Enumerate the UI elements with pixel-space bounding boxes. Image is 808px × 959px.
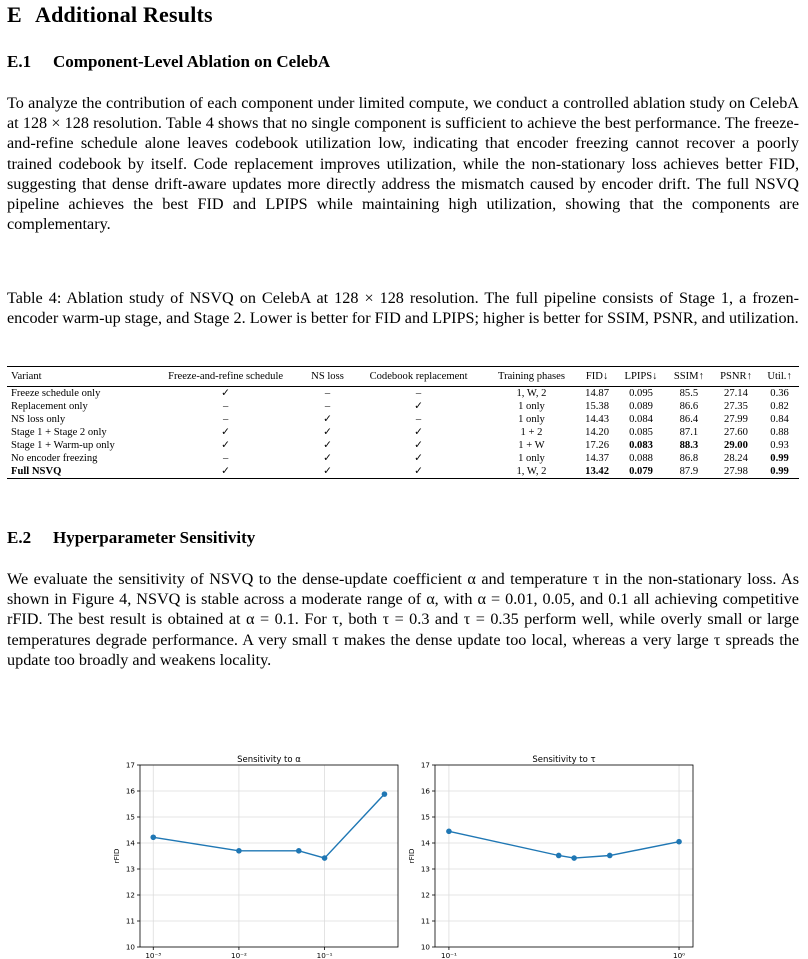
table-header-cell: Variant (11, 371, 42, 382)
table-header-cell: Training phases (497, 371, 565, 382)
y-tick-label: 14 (125, 838, 135, 848)
table-cell: 0.085 (629, 427, 653, 438)
x-tick-label: 10⁻² (231, 951, 247, 959)
table-cell: ✓ (414, 427, 423, 438)
table-row (7, 439, 799, 452)
table-cell: 0.99 (770, 453, 789, 464)
ablation-table (7, 366, 799, 479)
table-cell: 27.14 (724, 388, 748, 399)
subsection-title: Component-Level Ablation on CelebA (53, 52, 331, 71)
table-cell: 86.8 (679, 453, 699, 464)
table-cell: ✓ (414, 401, 423, 412)
y-tick-label: 14 (420, 838, 430, 848)
table-row (7, 387, 799, 401)
subsection-heading-e2 (7, 528, 255, 548)
table-cell: ✓ (414, 453, 423, 464)
table-cell: 1 only (518, 453, 545, 464)
table-cell: 87.1 (679, 427, 699, 438)
data-point (676, 839, 682, 845)
table-cell: ✓ (414, 440, 423, 451)
table-header-cell: SSIM↑ (673, 371, 704, 382)
table-cell: – (415, 414, 422, 425)
table-cell: 1, W, 2 (516, 388, 547, 399)
plot-frame (140, 765, 398, 947)
y-tick-label: 10 (125, 942, 135, 952)
y-tick-label: 17 (420, 760, 430, 770)
y-tick-label: 17 (125, 760, 135, 770)
y-tick-label: 13 (125, 864, 135, 874)
table-cell: 28.24 (724, 453, 748, 464)
table-cell: ✓ (323, 414, 332, 425)
section-number: E (7, 2, 22, 27)
series-line (449, 831, 679, 858)
chart-title: Sensitivity to α (237, 755, 301, 765)
y-tick-label: 16 (420, 786, 430, 796)
data-point (607, 853, 613, 859)
table-row (7, 465, 799, 479)
table-cell: – (222, 414, 229, 425)
x-tick-label: 10⁻¹ (441, 951, 457, 959)
table-cell: – (415, 388, 422, 399)
y-tick-label: 16 (125, 786, 135, 796)
table-cell: 27.35 (724, 401, 748, 412)
table-row (7, 413, 799, 426)
paragraph-ablation: To analyze the contribution of each component under limited compute, we conduct a controlled ablation study on CelebA at 128 × 128 resolution. Table 4 shows that no single component is sufficient to achieve the best performance. The freeze-and-refine schedule alone leaves codebook utilization low, indicating that encoder freezing cannot recover a poorly trained codebook by itself. Code replacement improves utilization, while the non-stationary loss achieves better FID, suggesting that dense drift-aware updates more directly address the mismatch caused by encoder drift. The full NSVQ pipeline achieves the best FID and LPIPS while maintaining high utilization, showing that the components are complementary. (7, 94, 799, 234)
table-cell: ✓ (323, 466, 332, 477)
table-cell: – (324, 401, 331, 412)
table-cell: 27.60 (724, 427, 748, 438)
table-caption: Table 4: Ablation study of NSVQ on CelebA at 128 × 128 resolution. The full pipeline consists of Stage 1, a frozen-encoder warm-up stage, and Stage 2. Lower is better for FID and LPIPS; higher is better for SSIM, PSNR, and utilization. (7, 289, 799, 328)
data-point (296, 848, 302, 854)
y-tick-label: 12 (420, 890, 430, 900)
table-cell: 27.98 (724, 466, 748, 477)
table-cell: 1 + W (518, 440, 545, 451)
x-tick-label: 10⁻¹ (316, 951, 333, 959)
table-cell: 27.99 (724, 414, 748, 425)
table-cell: 86.6 (679, 401, 699, 412)
data-point (446, 829, 452, 835)
table-cell: 13.42 (585, 466, 609, 477)
table-cell: ✓ (414, 466, 423, 477)
table-cell: Freeze schedule only (11, 388, 101, 399)
table-body (7, 387, 799, 479)
table-header-cell: Freeze-and-refine schedule (168, 371, 284, 382)
table-header-cell: Util.↑ (767, 371, 792, 382)
table-cell: 0.84 (770, 414, 789, 425)
table-cell: 15.38 (585, 401, 609, 412)
y-tick-label: 15 (125, 812, 135, 822)
table-row (7, 400, 799, 413)
table-cell: ✓ (221, 466, 231, 477)
table-cell: 1 only (518, 414, 545, 425)
table-header-cell: LPIPS↓ (624, 371, 658, 382)
table-cell: No encoder freezing (11, 453, 98, 464)
table-cell: NS loss only (11, 414, 66, 425)
table-cell: 0.089 (629, 401, 653, 412)
y-axis-label: rFID (407, 848, 416, 864)
table-cell: 0.079 (629, 466, 653, 477)
table-header-cell: PSNR↑ (720, 371, 752, 382)
table-cell: ✓ (323, 440, 332, 451)
data-point (322, 855, 328, 861)
table-cell: Stage 1 + Warm-up only (11, 440, 115, 451)
subsection-heading-e1 (7, 52, 330, 72)
x-tick-label: 10⁰ (673, 951, 686, 959)
chart-title: Sensitivity to τ (532, 755, 596, 765)
subsection-number: E.1 (7, 52, 32, 71)
figure-sensitivity (100, 752, 800, 959)
y-tick-label: 11 (125, 916, 135, 926)
table-cell: 0.083 (629, 440, 653, 451)
table-header-cell: Codebook replacement (369, 371, 468, 382)
table-cell: ✓ (323, 453, 332, 464)
table-cell: 14.37 (585, 453, 609, 464)
paragraph-sensitivity: We evaluate the sensitivity of NSVQ to the dense-update coefficient α and temperature τ in the non-stationary loss. As shown in Figure 4, NSVQ is stable across a moderate range of α, with α = 0.01, 0.05, and 0.1 all achieving competitive rFID. The best result is obtained at α = 0.1. For τ, both τ = 0.3 and τ = 0.35 perform well, while overly small or large temperatures degrade performance. A very small τ makes the dense update too local, whereas a very large τ spreads the update too broadly and weakens locality. (7, 570, 799, 669)
subsection-title: Hyperparameter Sensitivity (53, 528, 256, 547)
table-cell: 0.088 (629, 453, 653, 464)
data-point (556, 853, 562, 859)
table-cell: – (222, 401, 229, 412)
table-cell: 1, W, 2 (516, 466, 547, 477)
sensitivity-charts (100, 752, 800, 959)
data-point (150, 834, 156, 840)
y-axis-label: rFID (112, 848, 121, 864)
table-cell: 29.00 (724, 440, 748, 451)
table-cell: Stage 1 + Stage 2 only (11, 427, 107, 438)
table-cell: 0.99 (770, 466, 789, 477)
table-cell: – (324, 388, 331, 399)
table-header-cell: NS loss (311, 371, 344, 382)
table-cell: 88.3 (679, 440, 699, 451)
table-cell: 86.4 (679, 414, 699, 425)
y-tick-label: 10 (420, 942, 430, 952)
y-tick-label: 11 (420, 916, 430, 926)
table-cell: 0.82 (770, 401, 789, 412)
table-cell: ✓ (221, 440, 231, 451)
data-point (382, 791, 388, 797)
table-cell: Full NSVQ (11, 466, 62, 477)
section-title: Additional Results (35, 2, 213, 27)
series-line (153, 794, 384, 858)
section-heading (7, 2, 213, 28)
y-tick-label: 12 (125, 890, 135, 900)
table-cell: 85.5 (679, 388, 699, 399)
table-cell: 0.36 (770, 388, 789, 399)
table-cell: ✓ (323, 427, 332, 438)
table-cell: 17.26 (585, 440, 609, 451)
table-cell: – (222, 453, 229, 464)
x-tick-label: 10⁻³ (145, 951, 162, 959)
table-cell: 0.88 (770, 427, 789, 438)
table-row (7, 426, 799, 439)
table-cell: 1 only (518, 401, 545, 412)
data-point (571, 855, 577, 861)
table-row (7, 452, 799, 465)
subsection-number: E.2 (7, 528, 32, 547)
table-cell: 0.084 (629, 414, 653, 425)
table-cell: 1 + 2 (520, 427, 543, 438)
table-cell: Replacement only (11, 401, 88, 412)
table-cell: 14.43 (585, 414, 609, 425)
y-tick-label: 15 (420, 812, 430, 822)
table-cell: 87.9 (679, 466, 699, 477)
table-cell: ✓ (221, 427, 231, 438)
table-cell: ✓ (221, 388, 231, 399)
table-cell: 14.87 (585, 388, 609, 399)
table-header-row (7, 367, 799, 387)
data-point (236, 848, 242, 854)
table-cell: 0.93 (770, 440, 789, 451)
table-header-cell: FID↓ (585, 371, 609, 382)
y-tick-label: 13 (420, 864, 430, 874)
table-cell: 0.095 (629, 388, 653, 399)
table-cell: 14.20 (585, 427, 609, 438)
